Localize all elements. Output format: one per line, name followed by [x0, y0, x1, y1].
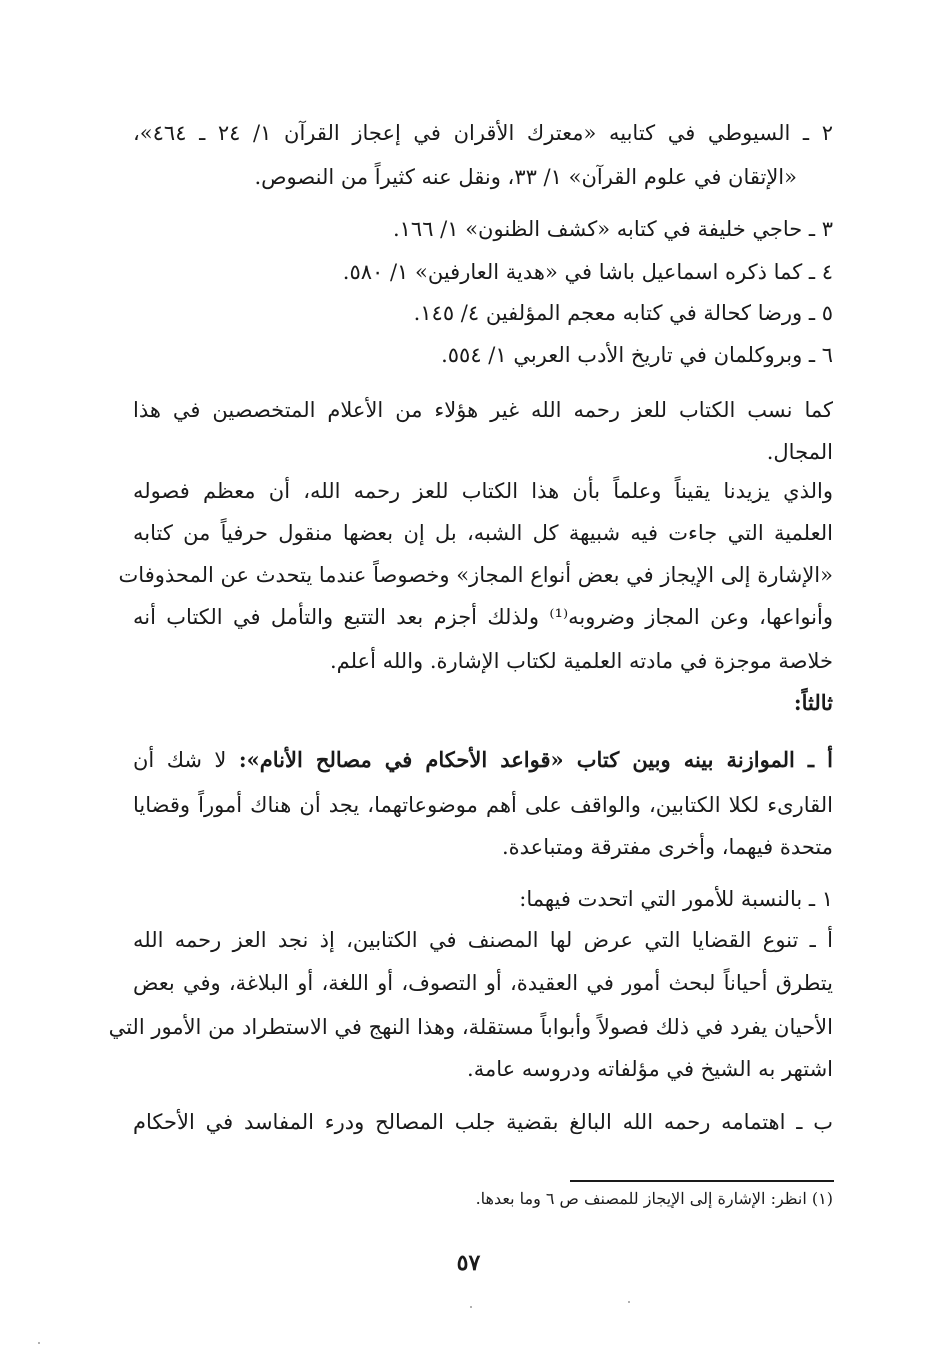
list-item-5: ٥ ـ ورضا كحالة في كتابه معجم المؤلفين ٤/ ١٤٥. [413, 301, 833, 325]
paragraph-2-line-4: وأنواعها، وعن المجاز وضروبه⁽¹⁾ ولذلك أجزم بعد التتبع والتأمل في الكتاب أنه [133, 605, 833, 629]
list-item-3: ٣ ـ حاجي خليفة في كتابه «كشف الظنون» ١/ ١٦٦. [392, 217, 833, 241]
subsection-1-b-line-1: ب ـ اهتمامه رحمه الله البالغ بقضية جلب المصالح ودرء المفاسد في الأحكام [133, 1110, 833, 1134]
list-item-2-line-2: «الإتقان في علوم القرآن» ١/ ٣٣، ونقل عنه كثيراً من النصوص. [254, 165, 797, 189]
list-item-4: ٤ ـ كما ذكره اسماعيل باشا في «هدية العارفين» ١/ ٥٨٠. [342, 260, 833, 284]
list-item-6: ٦ ـ وبروكلمان في تاريخ الأدب العربي ١/ ٥٥٤. [441, 343, 833, 367]
paragraph-2-line-1: والذي يزيدنا يقيناً وعلماً بأن هذا الكتاب للعز رحمه الله، أن معظم فصوله [133, 479, 833, 503]
subsection-1-a-line-1: أ ـ تنوع القضايا التي عرض لها المصنف في الكتابين، إذ نجد العز رحمه الله [133, 928, 833, 952]
scan-speck [38, 1342, 40, 1344]
section-a-line-3: متحدة فيهما، وأخرى مفترقة ومتباعدة. [501, 835, 833, 859]
paragraph-1-line-1: كما نسب الكتاب للعز رحمه الله غير هؤلاء من الأعلام المتخصصين في هذا [133, 398, 833, 422]
list-item-2-line-1: ٢ ـ السيوطي في كتابيه «معترك الأقران في إعجاز القرآن ١/ ٢٤ ـ ٤٦٤»، [133, 121, 833, 145]
section-a-line-1-rest: لا شك أن [133, 748, 227, 772]
section-heading-third: ثالثاً: [793, 690, 833, 715]
page-number: ٥٧ [456, 1250, 481, 1276]
section-a-title: أ ـ الموازنة بينه وبين كتاب «قواعد الأحكام في مصالح الأنام»: [238, 747, 833, 772]
paragraph-1-line-2: المجال. [766, 440, 833, 464]
scan-speck [628, 1301, 630, 1303]
section-a-line-1 [133, 745, 833, 775]
subsection-1-a-line-2: يتطرق أحياناً لبحث أمور في العقيدة، أو التصوف، أو اللغة، أو البلاغة، وفي بعض [133, 971, 833, 995]
scan-speck [470, 1306, 472, 1308]
paragraph-2-line-5: خلاصة موجزة في مادته العلمية لكتاب الإشارة. والله أعلم. [329, 649, 833, 673]
subsection-1-a-line-4: اشتهر به الشيخ في مؤلفاته ودروسه عامة. [467, 1057, 833, 1081]
subsection-1-a-line-3: الأحيان يفرد في ذلك فصولاً وأبواباً مستقلة، وهذا النهج في الاستطراد من الأمور التي [108, 1015, 833, 1039]
paragraph-2-line-3: «الإشارة إلى الإيجاز في بعض أنواع المجاز» وخصوصاً عندما يتحدث عن المحذوفات [118, 563, 833, 587]
footnote-1: (١) انظر: الإشارة إلى الإيجاز للمصنف ص ٦ وما بعدها. [475, 1189, 833, 1208]
subsection-1-title: ١ ـ بالنسبة للأمور التي اتحدت فيهما: [519, 887, 833, 911]
section-a-line-2: القارىء لكلا الكتابين، والواقف على أهم موضوعاتهما، يجد أن هناك أموراً وقضايا [133, 793, 833, 817]
paragraph-2-line-2: العلمية التي جاءت فيه شبيهة كل الشبه، بل إن بعضها منقول حرفياً من كتابه [133, 521, 833, 545]
footnote-separator [570, 1180, 834, 1182]
